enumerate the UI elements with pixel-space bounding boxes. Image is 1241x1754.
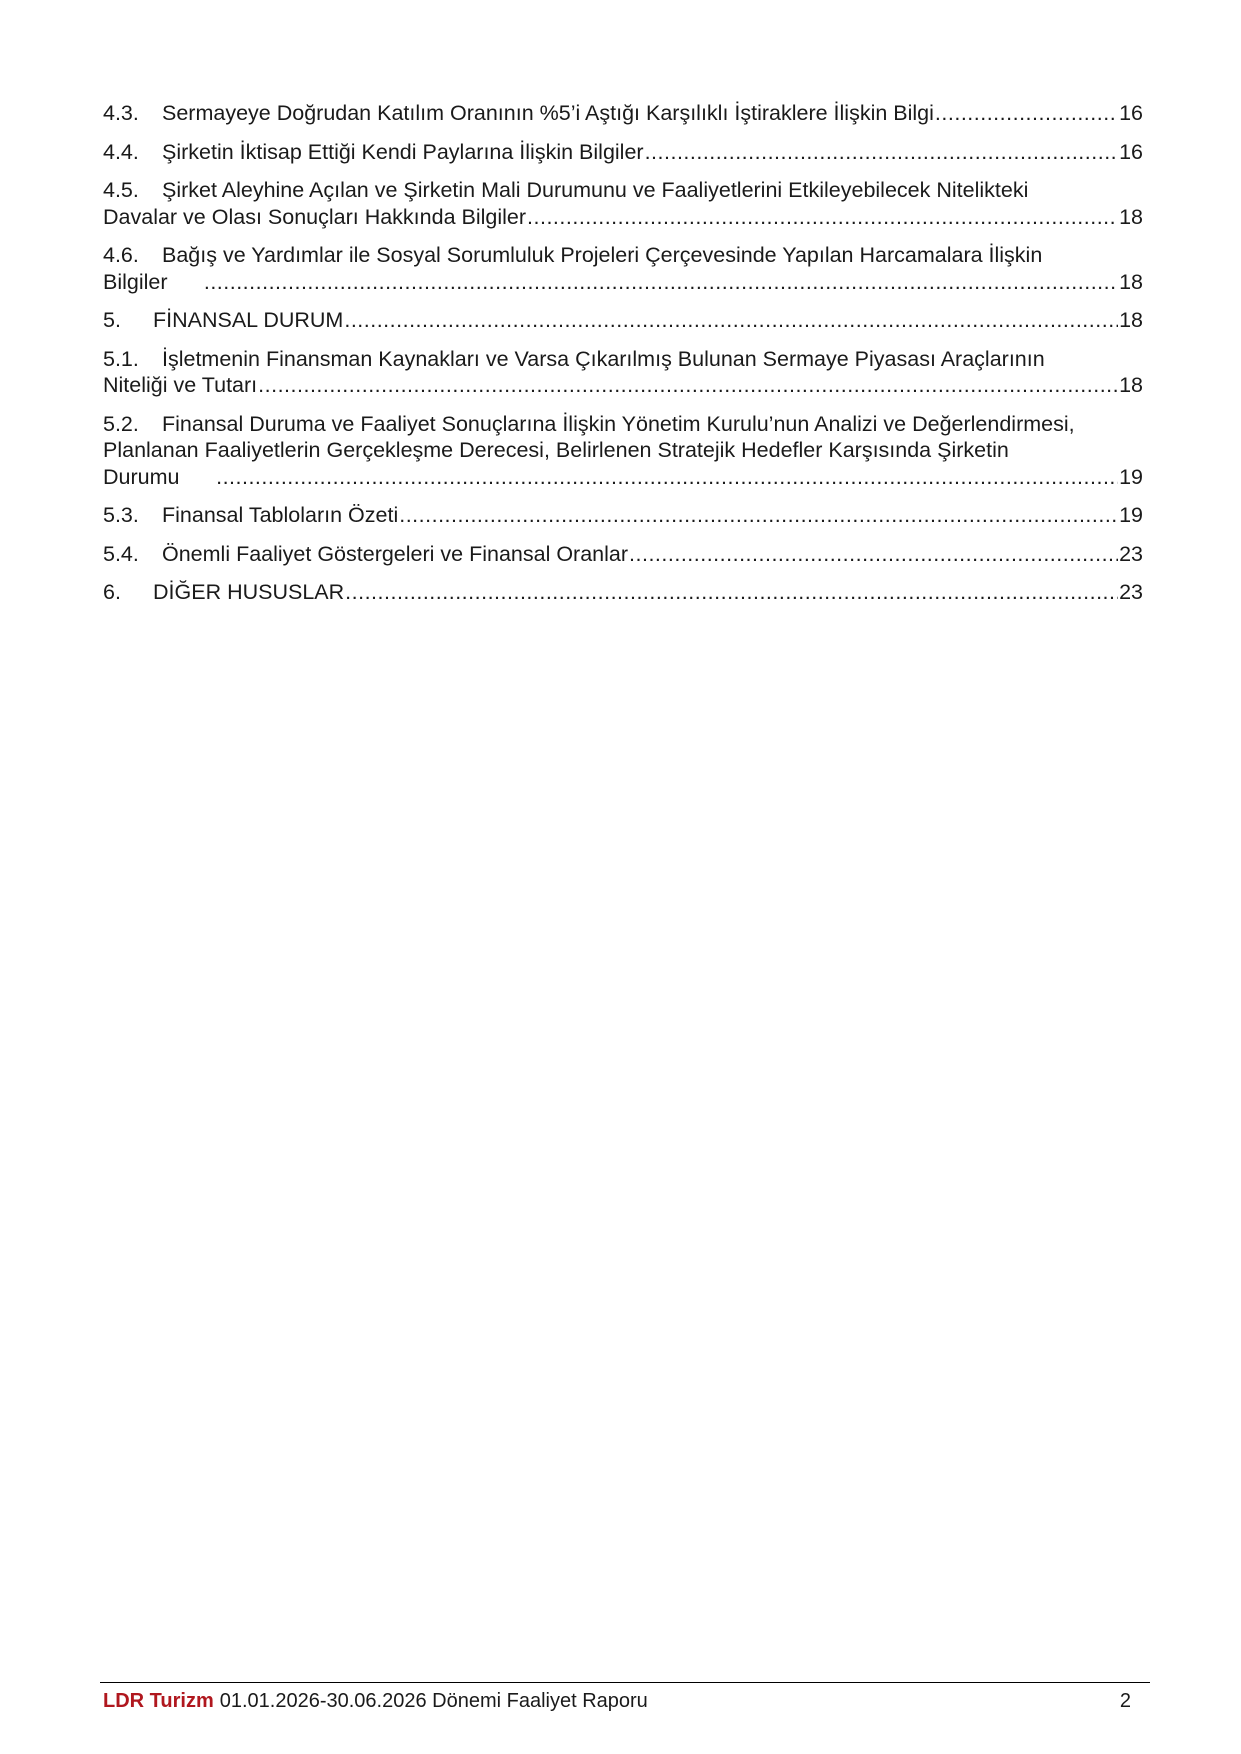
toc-leader-dots bbox=[399, 502, 1118, 529]
toc-leader-dots bbox=[527, 204, 1118, 231]
toc-entry-4-5[interactable] bbox=[103, 177, 1143, 230]
toc-number: 5.3. bbox=[103, 503, 139, 527]
toc-leader-dots bbox=[645, 139, 1119, 166]
toc-number: 4.4. bbox=[103, 139, 139, 164]
toc-page-number: 16 bbox=[1119, 101, 1143, 125]
footer-page-number: 2 bbox=[1119, 1690, 1131, 1712]
toc-number: 5.2. bbox=[103, 411, 139, 436]
toc-title: DİĞER HUSUSLAR bbox=[153, 580, 345, 604]
toc-page-number: 23 bbox=[1119, 580, 1143, 604]
toc-leader-dots bbox=[258, 372, 1118, 399]
toc-leader-dots bbox=[629, 541, 1118, 568]
toc-page-number: 16 bbox=[1119, 139, 1143, 164]
toc-number: 4.3. bbox=[103, 101, 139, 125]
toc-title: Bağış ve Yardımlar ile Sosyal Sorumluluk Projeleri Çerçevesinde Yapılan Harcamalara İlişkin bbox=[162, 243, 1043, 267]
toc-page-number: 18 bbox=[1119, 373, 1143, 397]
toc-title: Finansal Tabloların Özeti bbox=[162, 503, 399, 527]
toc-title: Önemli Faaliyet Göstergeleri ve Finansal Oranlar bbox=[162, 541, 629, 566]
toc-number: 4.6. bbox=[103, 243, 139, 267]
toc-number: 6. bbox=[103, 580, 121, 604]
toc-entry-4-6[interactable] bbox=[103, 242, 1143, 295]
page-footer bbox=[103, 1690, 1143, 1713]
toc-page-number: 18 bbox=[1119, 308, 1143, 332]
toc-title: Şirket Aleyhine Açılan ve Şirketin Mali Durumunu ve Faaliyetlerini Etkileyebilecek Nitelikteki bbox=[162, 178, 1029, 202]
toc-title: İşletmenin Finansman Kaynakları ve Varsa Çıkarılmış Bulunan Sermaye Piyasası Araçlarının bbox=[162, 346, 1045, 371]
toc-entry-5-3[interactable] bbox=[103, 502, 1143, 529]
toc-leader-dots bbox=[204, 269, 1118, 296]
toc-number: 5.4. bbox=[103, 541, 139, 566]
toc-title: Şirketin İktisap Ettiği Kendi Paylarına İlişkin Bilgiler bbox=[162, 139, 644, 164]
toc-page-number: 23 bbox=[1119, 541, 1143, 566]
toc-page-number: 18 bbox=[1119, 204, 1143, 229]
toc-title-continued: Niteliği ve Tutarı bbox=[103, 373, 258, 397]
toc-entry-6[interactable] bbox=[103, 579, 1143, 606]
toc-title: Sermayeye Doğrudan Katılım Oranının %5’i Aştığı Karşılıklı İştiraklere İlişkin Bilgi bbox=[162, 101, 934, 125]
toc-title-continued: Davalar ve Olası Sonuçları Hakkında Bilgiler bbox=[103, 204, 527, 229]
toc-number: 4.5. bbox=[103, 178, 139, 202]
toc-title-continued: Planlanan Faaliyetlerin Gerçekleşme Derecesi, Belirlenen Stratejik Hedefler Karşısında Şirketin bbox=[103, 438, 1009, 462]
footer-brand: LDR Turizm bbox=[103, 1690, 214, 1712]
toc-leader-dots bbox=[344, 307, 1118, 334]
toc-entry-4-4[interactable] bbox=[103, 139, 1143, 166]
toc-number: 5. bbox=[103, 308, 121, 332]
toc-title: Finansal Duruma ve Faaliyet Sonuçlarına İlişkin Yönetim Kurulu’nun Analizi ve Değerlendirmesi, bbox=[162, 411, 1075, 436]
toc-page-number: 19 bbox=[1119, 464, 1143, 489]
toc-title-continued: Bilgiler bbox=[103, 269, 168, 294]
toc-entry-5[interactable] bbox=[103, 307, 1143, 334]
footer-report-title: 01.01.2026-30.06.2026 Dönemi Faaliyet Raporu bbox=[219, 1690, 648, 1712]
toc-number: 5.1. bbox=[103, 346, 139, 371]
toc-leader-dots bbox=[345, 579, 1118, 606]
toc-page-number: 19 bbox=[1119, 503, 1143, 527]
toc-entry-5-2[interactable] bbox=[103, 411, 1143, 491]
toc-entry-5-1[interactable] bbox=[103, 346, 1143, 399]
toc-page-number: 18 bbox=[1119, 269, 1143, 294]
toc-leader-dots bbox=[935, 100, 1118, 127]
toc-title: FİNANSAL DURUM bbox=[153, 308, 344, 332]
toc-entry-4-3[interactable] bbox=[103, 100, 1143, 127]
toc-title-continued: Durumu bbox=[103, 464, 180, 489]
toc-leader-dots bbox=[216, 464, 1118, 491]
table-of-contents bbox=[103, 100, 1143, 618]
footer-divider bbox=[100, 1682, 1150, 1683]
toc-entry-5-4[interactable] bbox=[103, 541, 1143, 568]
